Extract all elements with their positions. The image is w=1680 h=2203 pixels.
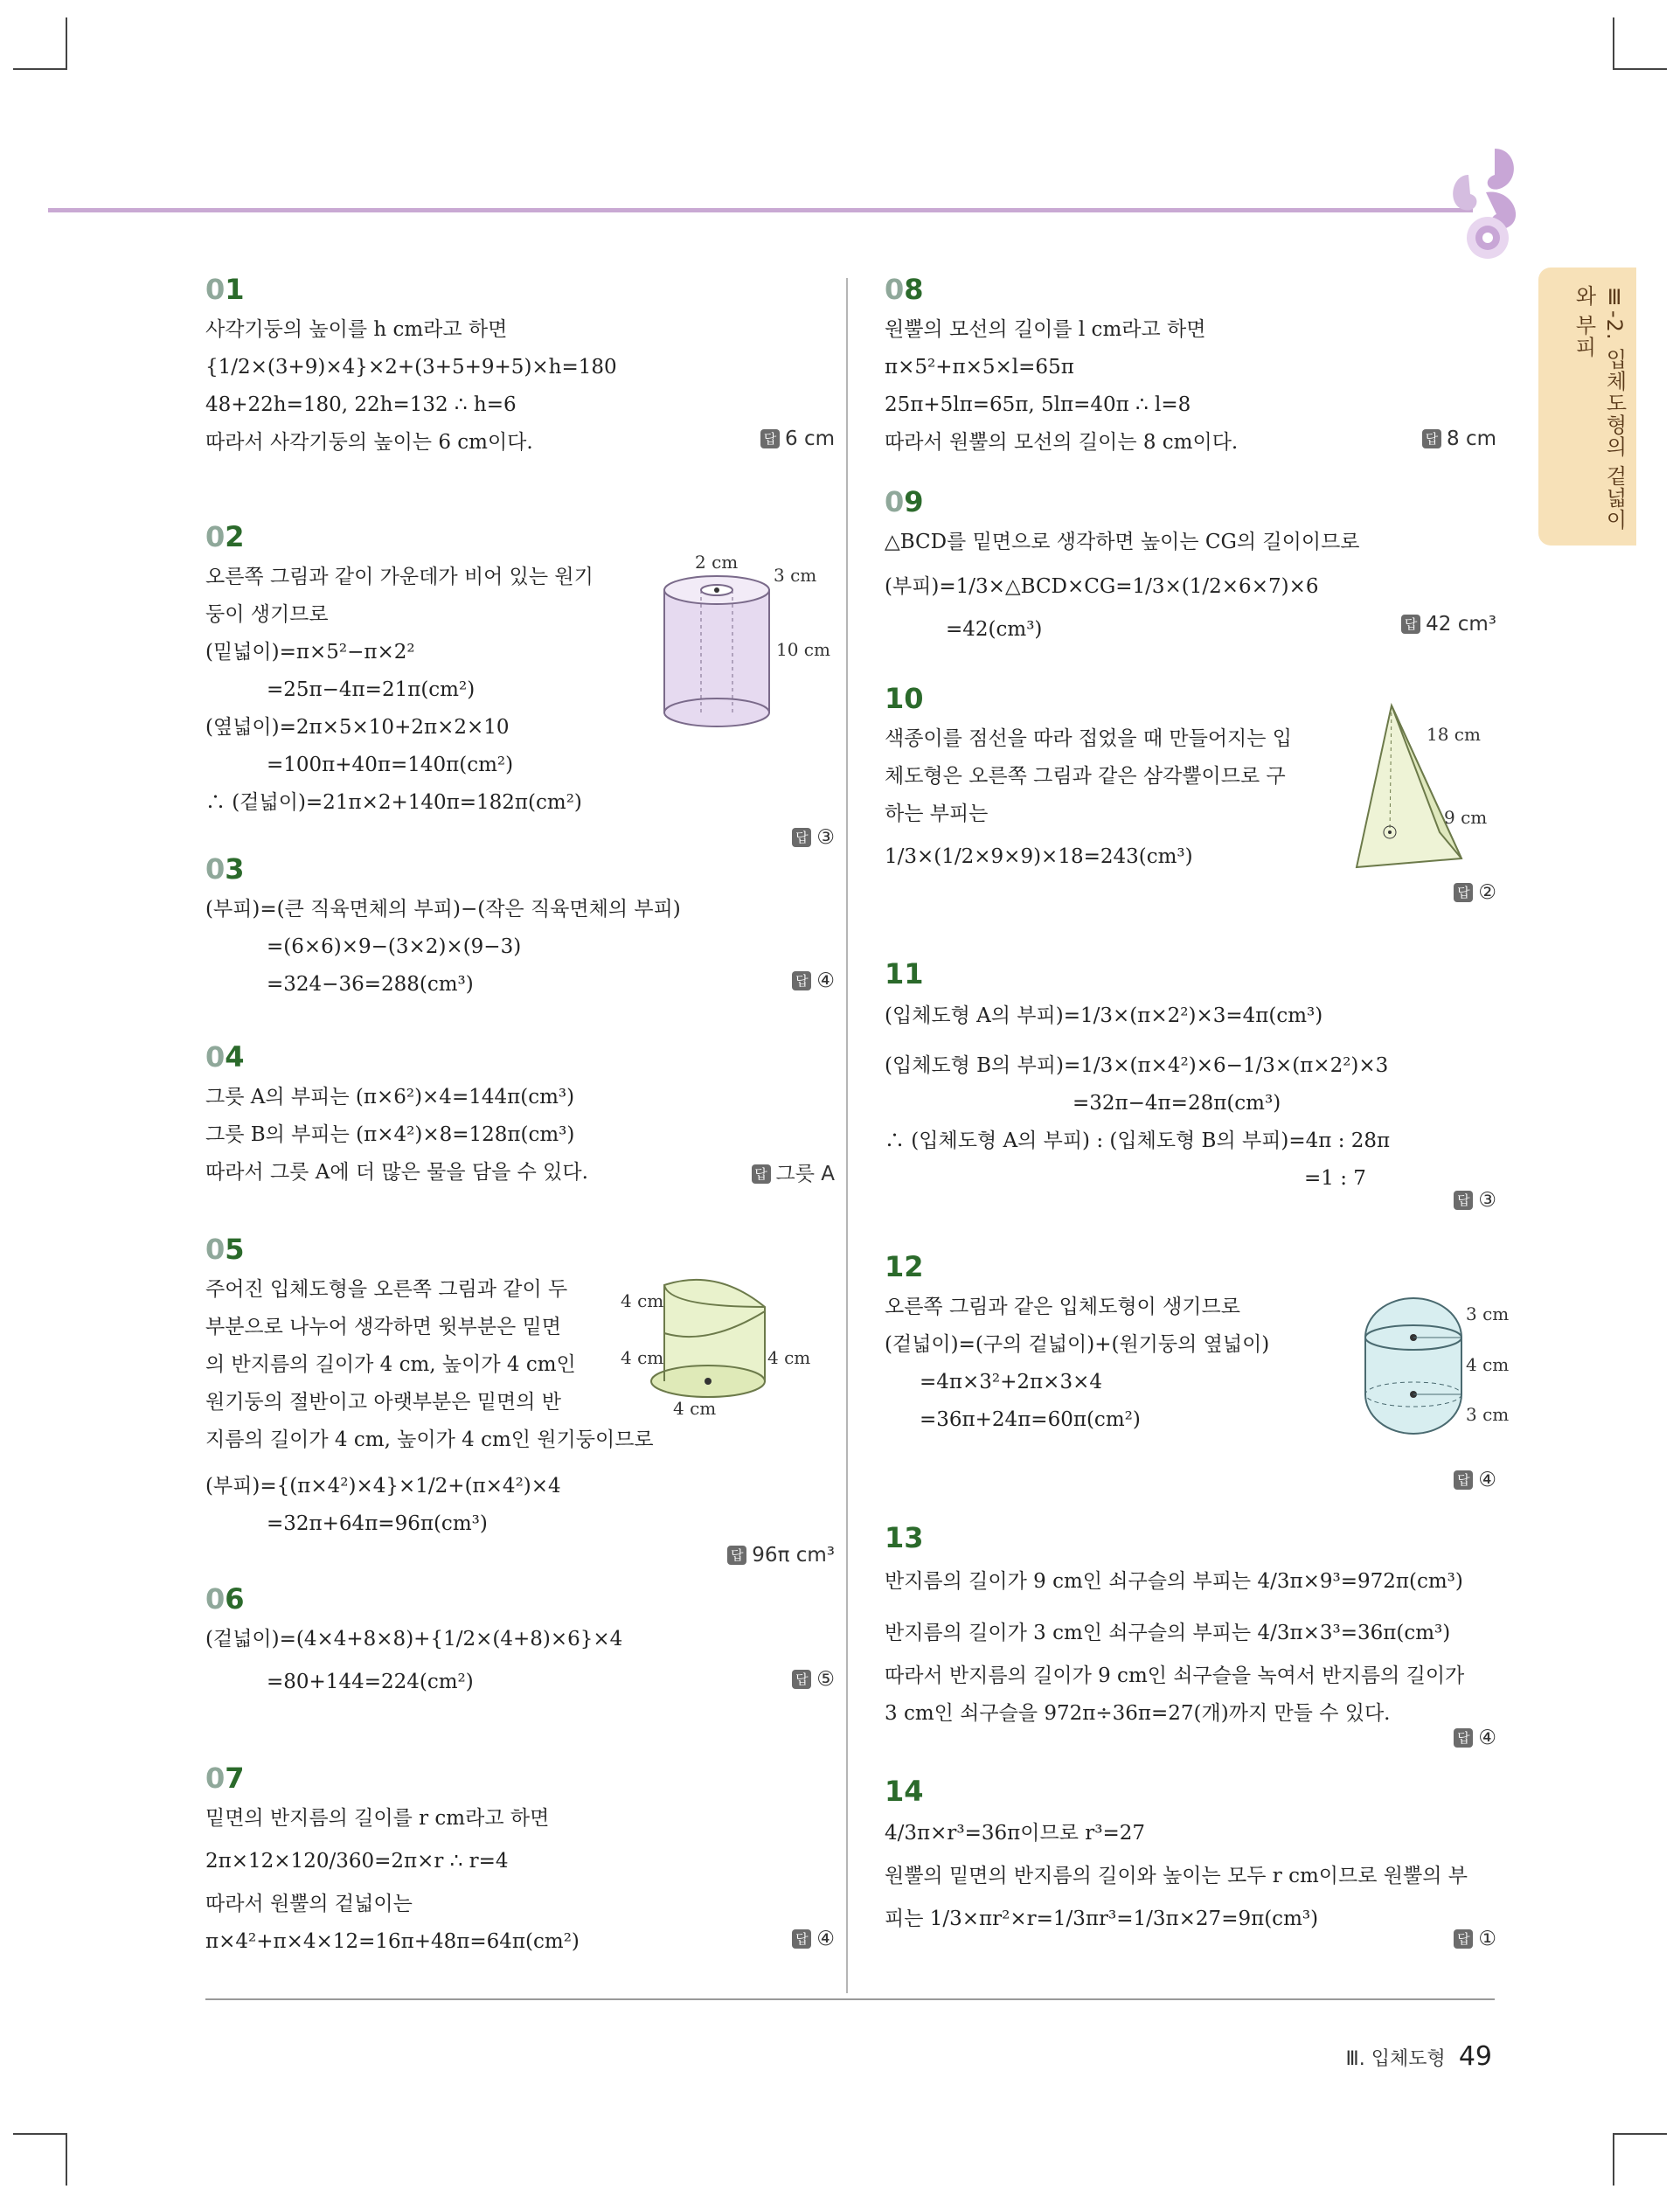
solution-line: {1/2×(3+9)×4}×2+(3+5+9+5)×h=180 (205, 356, 617, 379)
solution-line: =36π+24π=60π(cm²) (920, 1408, 1141, 1431)
solution-line: 원기둥의 절반이고 아랫부분은 밑면의 반 (205, 1391, 561, 1414)
solution-line: 주어진 입체도형을 오른쪽 그림과 같이 두 (205, 1278, 568, 1301)
solution-line: 따라서 원뿔의 겉넓이는 (205, 1893, 413, 1915)
answer: 답 ③ (1454, 1189, 1496, 1212)
solution-line: 밑면의 반지름의 길이를 r cm라고 하면 (205, 1807, 550, 1830)
problem-06 (205, 1582, 835, 1701)
answer: 답 96π cm³ (727, 1544, 835, 1567)
crop-mark (13, 68, 66, 70)
chapter-side-tab-label: Ⅲ-2. 입체도형의 겉넓이와 부피 (1572, 285, 1627, 531)
svg-text:9 cm: 9 cm (1444, 807, 1488, 828)
solution-line: (부피)=(큰 직육면체의 부피)−(작은 직육면체의 부피) (205, 898, 681, 921)
solution-line: =(6×6)×9−(3×2)×(9−3) (267, 935, 522, 958)
problem-number: 10 (885, 682, 924, 715)
answer: 답 ④ (1454, 1469, 1496, 1491)
solution-line: =324−36=288(cm³) (267, 973, 474, 996)
problem-number: 04 (205, 1040, 245, 1074)
footer-section: Ⅲ. 입체도형 (1345, 2048, 1446, 2070)
solution-line: =42(cm³) (946, 618, 1043, 641)
solution-line: 따라서 사각기둥의 높이는 6 cm이다. (205, 431, 533, 454)
answer: 답 42 cm³ (1401, 613, 1496, 636)
crop-mark (13, 2133, 66, 2135)
solution-line: 1/3×(1/2×9×9)×18=243(cm³) (885, 845, 1193, 868)
svg-text:2 cm: 2 cm (695, 552, 739, 573)
problem-number: 14 (885, 1775, 924, 1808)
solution-line: 색종이를 점선을 따라 접었을 때 만들어지는 입 (885, 727, 1293, 750)
crop-mark (1613, 17, 1614, 70)
answer: 답 6 cm (760, 427, 835, 450)
solution-line: =1 : 7 (1304, 1167, 1366, 1190)
solution-line: 그릇 B의 부피는 (π×4²)×8=128π(cm³) (205, 1123, 575, 1146)
solution-line: 의 반지름의 길이가 4 cm, 높이가 4 cm인 (205, 1353, 576, 1376)
answer: 답 ③ (792, 826, 835, 849)
answer: 답 ② (1454, 881, 1496, 904)
solution-line: 2π×12×120/360=2π×r ∴ r=4 (205, 1850, 509, 1873)
capsule-figure (1348, 1285, 1510, 1460)
solution-line: ∴ (겉넓이)=21π×2+140π=182π(cm²) (205, 791, 582, 814)
solution-line: 원뿔의 모선의 길이를 l cm라고 하면 (885, 318, 1206, 341)
solution-line: =25π−4π=21π(cm²) (267, 678, 476, 701)
problem-number: 08 (885, 273, 924, 306)
solution-line: =4π×3²+2π×3×4 (920, 1371, 1102, 1393)
solution-line: (입체도형 B의 부피)=1/3×(π×4²)×6−1/3×(π×2²)×3 (885, 1054, 1389, 1077)
solution-line: (입체도형 A의 부피)=1/3×(π×2²)×3=4π(cm³) (885, 1004, 1323, 1027)
crop-mark (1614, 2133, 1667, 2135)
svg-text:3 cm: 3 cm (1466, 1404, 1510, 1425)
solution-line: (밑넓이)=π×5²−π×2² (205, 641, 415, 664)
problem-number: 07 (205, 1762, 245, 1795)
solution-line: (부피)={(π×4²)×4}×1/2+(π×4²)×4 (205, 1475, 561, 1498)
svg-text:4 cm: 4 cm (621, 1290, 664, 1311)
answer: 답 그릇 A (752, 1157, 835, 1186)
answer: 답 ⑤ (792, 1668, 835, 1691)
solution-line: 둥이 생기므로 (205, 603, 329, 626)
svg-text:4 cm: 4 cm (1466, 1354, 1510, 1375)
solution-line: 원뿔의 밑면의 반지름의 길이와 높이는 모두 r cm이므로 원뿔의 부 (885, 1865, 1468, 1887)
solution-line: △BCD를 밑면으로 생각하면 높이는 CG의 길이이므로 (885, 531, 1360, 553)
crop-mark (1613, 2133, 1614, 2186)
svg-text:4 cm: 4 cm (767, 1347, 811, 1368)
solution-line: π×4²+π×4×12=16π+48π=64π(cm²) (205, 1930, 580, 1953)
problem-number: 05 (205, 1233, 245, 1266)
page-footer (1346, 2041, 1492, 2072)
solution-line: (겉넓이)=(구의 겉넓이)+(원기둥의 옆넓이) (885, 1333, 1270, 1356)
svg-text:4 cm: 4 cm (621, 1347, 664, 1368)
svg-text:10 cm: 10 cm (776, 639, 830, 660)
solution-line: 25π+5lπ=65π, 5lπ=40π ∴ l=8 (885, 393, 1191, 416)
flower-ornament-icon (1434, 140, 1538, 271)
problem-01 (205, 273, 835, 462)
solution-line: ∴ (입체도형 A의 부피) : (입체도형 B의 부피)=4π : 28π (885, 1129, 1391, 1152)
problem-12 (885, 1250, 1510, 1491)
problem-number: 06 (205, 1582, 245, 1616)
solution-line: 따라서 그릇 A에 더 많은 물을 담을 수 있다. (205, 1161, 588, 1184)
svg-text:3 cm: 3 cm (1466, 1303, 1510, 1324)
page-number: 49 (1458, 2041, 1492, 2072)
solution-line: =32π+64π=96π(cm³) (267, 1512, 488, 1535)
solution-line: 따라서 반지름의 길이가 9 cm인 쇠구슬을 녹여서 반지름의 길이가 (885, 1664, 1465, 1687)
solution-line: =32π−4π=28π(cm³) (1073, 1092, 1281, 1115)
solution-line: 사각기둥의 높이를 h cm라고 하면 (205, 318, 508, 341)
header-rule (48, 208, 1473, 212)
solution-line: 체도형은 오른쪽 그림과 같은 삼각뿔이므로 구 (885, 765, 1286, 788)
crop-mark (1614, 68, 1667, 70)
solution-line: 오른쪽 그림과 같은 입체도형이 생기므로 (885, 1296, 1240, 1318)
answer: 답 8 cm (1422, 427, 1496, 450)
problem-08 (885, 273, 1496, 462)
problem-03 (205, 852, 835, 1004)
answer: 답 ① (1454, 1928, 1496, 1950)
solution-line: 피는 1/3×πr²×r=1/3πr³=1/3π×27=9π(cm³) (885, 1908, 1319, 1930)
problem-11 (885, 957, 1496, 1212)
problem-14 (885, 1775, 1496, 1950)
solution-line: 반지름의 길이가 3 cm인 쇠구슬의 부피는 4/3π×3³=36π(cm³) (885, 1622, 1451, 1644)
solution-line: 4/3π×r³=36π이므로 r³=27 (885, 1822, 1145, 1845)
solution-line: 반지름의 길이가 9 cm인 쇠구슬의 부피는 4/3π×9³=972π(cm³) (885, 1570, 1463, 1593)
problem-04 (205, 1040, 835, 1192)
solution-line: (겉넓이)=(4×4+8×8)+{1/2×(4+8)×6}×4 (205, 1628, 623, 1651)
bottom-rule (205, 1998, 1495, 2000)
problem-02 (205, 520, 835, 849)
half-cylinder-figure (621, 1259, 830, 1419)
answer: 답 ④ (1454, 1727, 1496, 1749)
solution-line: 그릇 A의 부피는 (π×6²)×4=144π(cm³) (205, 1086, 575, 1108)
solution-line: π×5²+π×5×l=65π (885, 356, 1074, 379)
solution-line: 지름의 길이가 4 cm, 높이가 4 cm인 원기둥이므로 (205, 1428, 654, 1451)
answer: 답 ④ (792, 969, 835, 992)
solution-line: 오른쪽 그림과 같이 가운데가 비어 있는 원기 (205, 566, 594, 588)
solution-line: 3 cm인 쇠구슬을 972π÷36π=27(개)까지 만들 수 있다. (885, 1702, 1391, 1725)
crop-mark (66, 2133, 67, 2186)
solution-line: (옆넓이)=2π×5×10+2π×2×10 (205, 716, 510, 739)
problem-09 (885, 485, 1496, 649)
problem-number: 01 (205, 273, 245, 306)
svg-text:4 cm: 4 cm (673, 1398, 717, 1419)
solution-line: 부분으로 나누어 생각하면 윗부분은 밑면 (205, 1316, 561, 1338)
answer: 답 ④ (792, 1928, 835, 1950)
problem-number: 03 (205, 852, 245, 886)
problem-05 (205, 1233, 835, 1567)
column-divider (846, 278, 848, 1993)
svg-text:3 cm: 3 cm (774, 565, 817, 586)
triangular-pyramid-figure (1339, 701, 1496, 876)
solution-line: =100π+40π=140π(cm²) (267, 754, 514, 776)
problem-number: 12 (885, 1250, 924, 1283)
problem-number: 13 (885, 1521, 924, 1554)
solution-line: 하는 부피는 (885, 803, 989, 825)
problem-07 (205, 1762, 835, 1961)
solution-line: =80+144=224(cm²) (267, 1671, 474, 1693)
hollow-cylinder-figure (647, 538, 830, 739)
problem-10 (885, 682, 1496, 904)
problem-number: 11 (885, 957, 924, 990)
solution-line: 48+22h=180, 22h=132 ∴ h=6 (205, 393, 517, 416)
solution-line: 따라서 원뿔의 모선의 길이는 8 cm이다. (885, 431, 1239, 454)
problem-number: 02 (205, 520, 245, 553)
svg-text:18 cm: 18 cm (1427, 724, 1481, 745)
solution-line: (부피)=1/3×△BCD×CG=1/3×(1/2×6×7)×6 (885, 575, 1319, 598)
problem-13 (885, 1521, 1496, 1749)
chapter-side-tab (1538, 268, 1636, 546)
crop-mark (66, 17, 67, 70)
problem-number: 09 (885, 485, 924, 518)
